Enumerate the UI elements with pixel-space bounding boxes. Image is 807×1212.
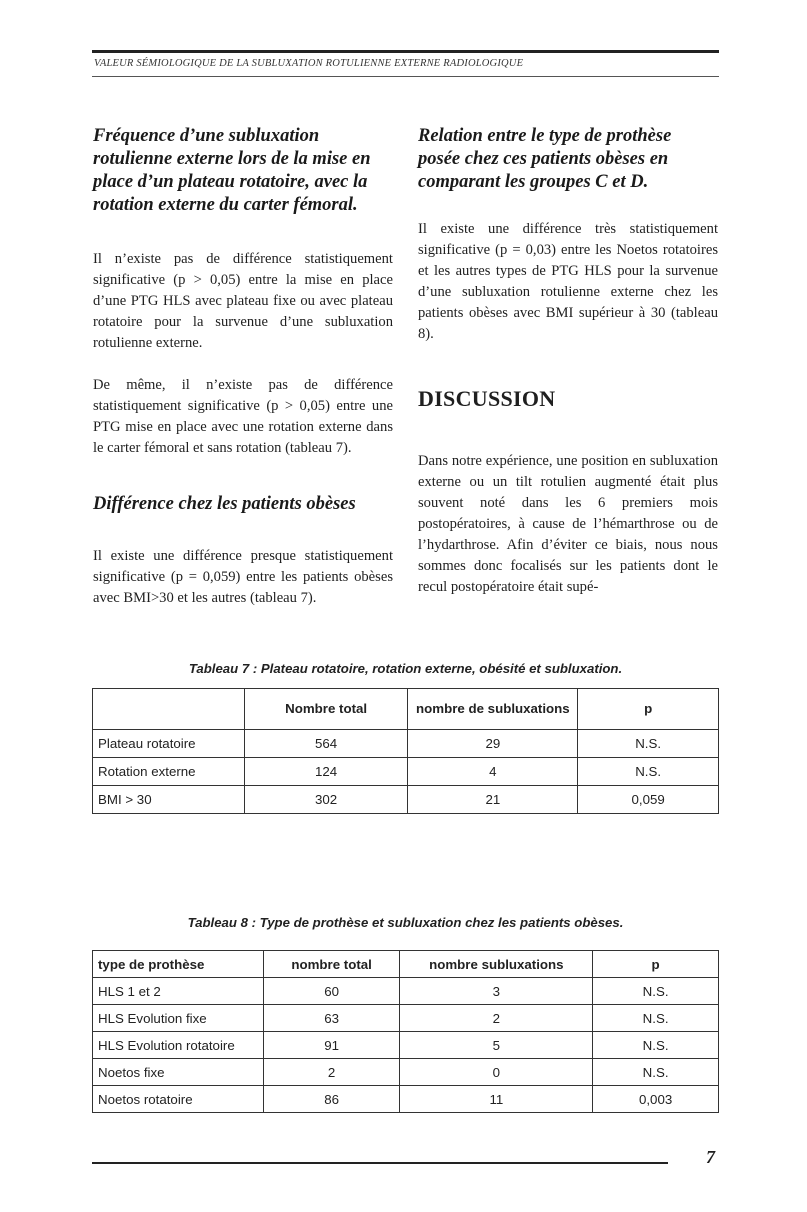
table-row bbox=[93, 758, 719, 786]
table7-caption: Tableau 7 : Plateau rotatoire, rotation externe, obésité et subluxation. bbox=[188, 661, 623, 676]
table7 bbox=[92, 688, 719, 814]
page-number: 7 bbox=[706, 1147, 715, 1167]
table-cell: Plateau rotatoire bbox=[93, 730, 245, 758]
table-cell: 0,003 bbox=[593, 1086, 719, 1113]
heading-type-prothese: Relation entre le type de prothèse posée chez ces patients obèses en comparant les groupes C et D. bbox=[418, 126, 672, 192]
table8 bbox=[92, 950, 719, 1113]
table-cell: 91 bbox=[263, 1032, 400, 1059]
paragraph-noetos: Il existe une différence très statistiquement significative (p = 0,03) entre les Noetos rotatoires et les autres types de PTG HLS pour la survenue d’une subluxation rotulienne externe chez les patients obèses avec BMI supérieur à 30 (tableau 8). bbox=[418, 221, 718, 342]
table-cell: 11 bbox=[400, 1086, 593, 1113]
table-cell: HLS Evolution fixe bbox=[93, 1005, 264, 1032]
table-cell: 0 bbox=[400, 1059, 593, 1086]
table-row bbox=[93, 1086, 719, 1113]
table-cell: Rotation externe bbox=[93, 758, 245, 786]
table-cell: HLS 1 et 2 bbox=[93, 978, 264, 1005]
table-cell: 564 bbox=[244, 730, 408, 758]
table-cell: 4 bbox=[408, 758, 578, 786]
table-cell: 63 bbox=[263, 1005, 400, 1032]
table-header-cell: Nombre total bbox=[244, 689, 408, 730]
table-cell: N.S. bbox=[578, 758, 719, 786]
table-header-row bbox=[93, 951, 719, 978]
table-cell: 3 bbox=[400, 978, 593, 1005]
footer-rule bbox=[92, 1162, 668, 1164]
table-cell: Noetos fixe bbox=[93, 1059, 264, 1086]
header-rule-bottom bbox=[92, 76, 719, 77]
right-column bbox=[418, 125, 718, 598]
table-cell: N.S. bbox=[593, 978, 719, 1005]
table-cell: 60 bbox=[263, 978, 400, 1005]
table-header-cell: p bbox=[593, 951, 719, 978]
table-cell: N.S. bbox=[578, 730, 719, 758]
heading-plateau-rotatoire: Fréquence d’une subluxation rotulienne externe lors de la mise en place d’un plateau rotatoire, avec la rotation externe du carter fémoral. bbox=[93, 126, 371, 215]
left-column bbox=[93, 125, 393, 609]
table-cell: 2 bbox=[400, 1005, 593, 1032]
paragraph-discussion: Dans notre expérience, une position en subluxation externe ou un tilt rotulien augmenté était plus souvent noté dans les 6 premiers mois postopératoires, à cause de l’hémarthrose ou de l’hydarthrose. Afin d’éviter ce biais, nous nous sommes donc focalisés sur les patients dont le recul postopératoire était supé- bbox=[418, 453, 718, 595]
table-header-cell: nombre total bbox=[263, 951, 400, 978]
table-cell: HLS Evolution rotatoire bbox=[93, 1032, 264, 1059]
table-header-cell bbox=[93, 689, 245, 730]
table-cell: 21 bbox=[408, 786, 578, 814]
table-header-cell: nombre de subluxations bbox=[408, 689, 578, 730]
table-cell: BMI > 30 bbox=[93, 786, 245, 814]
table-cell: 29 bbox=[408, 730, 578, 758]
table-header-cell: p bbox=[578, 689, 719, 730]
paragraph-obeses: Il existe une différence presque statistiquement significative (p = 0,059) entre les patients obèses avec BMI>30 et les autres (tableau 7). bbox=[93, 548, 393, 606]
table-row bbox=[93, 1032, 719, 1059]
table-row bbox=[93, 786, 719, 814]
table-cell: N.S. bbox=[593, 1032, 719, 1059]
table-cell: 5 bbox=[400, 1032, 593, 1059]
paragraph-rotation: De même, il n’existe pas de différence statistiquement significative (p > 0,05) entre une PTG mise en place avec une rotation externe dans le carter fémoral et sans rotation (tableau 7). bbox=[93, 377, 393, 456]
paragraph-plateau: Il n’existe pas de différence statistiquement significative (p > 0,05) entre la mise en place d’une PTG HLS avec plateau fixe ou avec plateau rotatoire pour la survenue d’une subluxation rotulienne externe. bbox=[93, 251, 393, 351]
table-row bbox=[93, 978, 719, 1005]
running-head: VALEUR SÉMIOLOGIQUE DE LA SUBLUXATION ROTULIENNE EXTERNE RADIOLOGIQUE bbox=[94, 58, 524, 69]
table-row bbox=[93, 1059, 719, 1086]
table-header-cell: type de prothèse bbox=[93, 951, 264, 978]
table-cell: 302 bbox=[244, 786, 408, 814]
table-row bbox=[93, 1005, 719, 1032]
table-cell: N.S. bbox=[593, 1059, 719, 1086]
table-header-cell: nombre subluxations bbox=[400, 951, 593, 978]
table-header-row bbox=[93, 689, 719, 730]
table8-caption: Tableau 8 : Type de prothèse et subluxation chez les patients obèses. bbox=[187, 915, 624, 930]
table-cell: 124 bbox=[244, 758, 408, 786]
section-title-discussion: DISCUSSION bbox=[418, 386, 556, 411]
header-rule-top bbox=[92, 50, 719, 53]
table-cell: N.S. bbox=[593, 1005, 719, 1032]
table-cell: 86 bbox=[263, 1086, 400, 1113]
table-cell: 0,059 bbox=[578, 786, 719, 814]
table-row bbox=[93, 730, 719, 758]
table-cell: 2 bbox=[263, 1059, 400, 1086]
heading-patients-obeses: Différence chez les patients obèses bbox=[93, 494, 356, 514]
table-cell: Noetos rotatoire bbox=[93, 1086, 264, 1113]
